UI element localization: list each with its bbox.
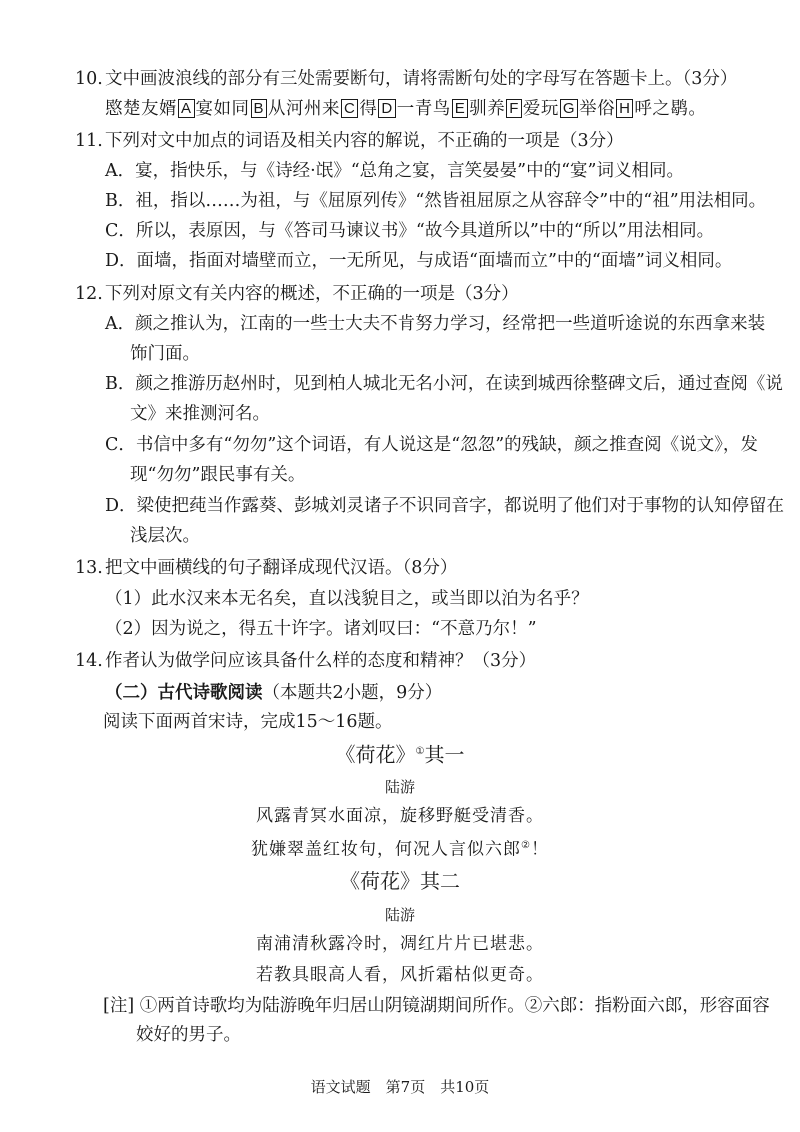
poem2-line-1: 南浦清秋露冷时，凋红片片已堪悲。 <box>256 934 544 954</box>
poem1-line-2-note-mark: ② <box>521 840 531 851</box>
q12-option-b-cont: 文》来推测河名。 <box>130 404 270 424</box>
notes <box>103 995 770 1017</box>
notes-cont: 姣好的男子。 <box>136 1025 241 1045</box>
q14-prompt <box>75 650 536 672</box>
q10-marker-d: D <box>378 99 395 118</box>
q12-number: 12. <box>75 284 103 304</box>
poem1-line-2-end: ！ <box>530 839 549 860</box>
q13-number: 13. <box>75 558 103 578</box>
q10-segment: 呼之鹖。 <box>634 99 707 119</box>
q12-option-a: A．颜之推认为，江南的一些士大夫不肯努力学习，经常把一些道听途说的东西拿来装 <box>105 314 766 334</box>
q10-text: 文中画波浪线的部分有三处需要断句，请将需断句处的字母写在答题卡上。（3分） <box>105 69 738 89</box>
poem2-line-2: 若教具眼高人看，风折霜枯似更奇。 <box>256 965 544 985</box>
poem1-title <box>0 741 800 766</box>
section-note: （本题共2小题，9分） <box>262 683 443 703</box>
q10-segment: 爱玩 <box>522 99 559 119</box>
q12-option-d-cont: 浅层次。 <box>130 526 200 546</box>
q12-option-c: C．书信中多有“勿勿”这个词语，有人说这是“忽忽”的残缺，颜之推查阅《说文》，发 <box>105 435 758 455</box>
q11-number: 11. <box>75 131 103 151</box>
q12-option-c-cont: 现“勿勿”跟民事有关。 <box>130 465 306 485</box>
q12-option-d: D．梁使把莼当作露葵、彭城刘灵诸子不识同音字，都说明了他们对于事物的认知停留在 <box>105 496 785 516</box>
q11-text: 下列对文中加点的词语及相关内容的解说，不正确的一项是（3分） <box>105 131 624 151</box>
poem1-author: 陆游 <box>384 778 415 796</box>
page-footer: 语文试题 第7页 共10页 <box>310 1078 490 1096</box>
notes-label: [注] <box>103 996 135 1016</box>
q11-prompt <box>75 130 624 152</box>
q10-marker-h: H <box>616 99 633 118</box>
q10-marker-g: G <box>560 99 578 118</box>
poem2-author: 陆游 <box>384 906 415 924</box>
q10-passage <box>105 98 706 120</box>
poem1-title-suffix: 其一 <box>424 742 465 767</box>
poem1-line-2-text: 犹嫌翠盖红妆句，何况人言似六郎 <box>251 839 522 860</box>
q13-item-2: （2）因为说之，得五十许字。诸刘叹曰：“不意乃尔！” <box>105 619 537 639</box>
poem1-title-note-mark: ① <box>415 746 425 757</box>
q14-text: 作者认为做学问应该具备什么样的态度和精神？（3分） <box>105 651 537 671</box>
q10-segment: 举俗 <box>579 99 616 119</box>
poem1-line-1: 风露青冥水面凉，旋移野艇受清香。 <box>256 806 544 826</box>
poem1-line-2 <box>0 835 800 861</box>
q10-segment: 愍楚友婿 <box>105 99 177 119</box>
q14-number: 14. <box>75 651 103 671</box>
q13-text: 把文中画横线的句子翻译成现代汉语。（8分） <box>105 558 458 578</box>
q10-segment: 宴如同 <box>195 99 250 119</box>
q10-marker-a: A <box>178 99 195 118</box>
q11-option-d: D．面墙，指面对墙壁而立，一无所见，与成语“面墙而立”中的“面墙”词义相同。 <box>105 251 733 271</box>
poem2-title: 《荷花》其二 <box>340 869 460 893</box>
q10-segment: 得 <box>359 99 378 119</box>
q10-segment: 从河州来 <box>268 99 341 119</box>
q11-option-c: C．所以，表原因，与《答司马谏议书》“故今具道所以”中的“所以”用法相同。 <box>105 221 715 241</box>
q10-marker-c: C <box>341 99 358 118</box>
q10-prompt <box>75 68 737 90</box>
q10-segment: 一青鸟 <box>396 99 451 119</box>
q10-marker-f: F <box>506 99 522 118</box>
q13-prompt <box>75 557 457 579</box>
q10-marker-b: B <box>251 99 268 118</box>
q11-option-a: A．宴，指快乐，与《诗经·氓》“总角之宴，言笑晏晏”中的“宴”词义相同。 <box>105 161 684 181</box>
q12-prompt <box>75 283 519 305</box>
section-instruction: 阅读下面两首宋诗，完成15～16题。 <box>103 712 393 732</box>
q10-segment: 驯养 <box>469 99 506 119</box>
q12-option-b: B．颜之推游历赵州时，见到柏人城北无名小河，在读到城西徐整碑文后，通过查阅《说 <box>105 374 783 394</box>
q10-marker-e: E <box>452 99 469 118</box>
section-title: （二）古代诗歌阅读 <box>105 683 263 703</box>
poem1-title-main: 《荷花》 <box>335 742 416 767</box>
q10-number: 10. <box>75 69 103 89</box>
notes-text: ①两首诗歌均为陆游晚年归居山阴镜湖期间所作。②六郎：指粉面六郎，形容面容 <box>139 996 770 1016</box>
q12-text: 下列对原文有关内容的概述，不正确的一项是（3分） <box>105 284 519 304</box>
section-heading <box>105 682 442 704</box>
q12-option-a-cont: 饰门面。 <box>130 344 200 364</box>
q13-item-1: （1）此水汉来本无名矣，直以浅貌目之，或当即以泊为名乎？ <box>105 589 589 609</box>
q11-option-b: B．祖，指以……为祖，与《屈原列传》“然皆祖屈原之从容辞令”中的“祖”用法相同。 <box>105 191 767 211</box>
